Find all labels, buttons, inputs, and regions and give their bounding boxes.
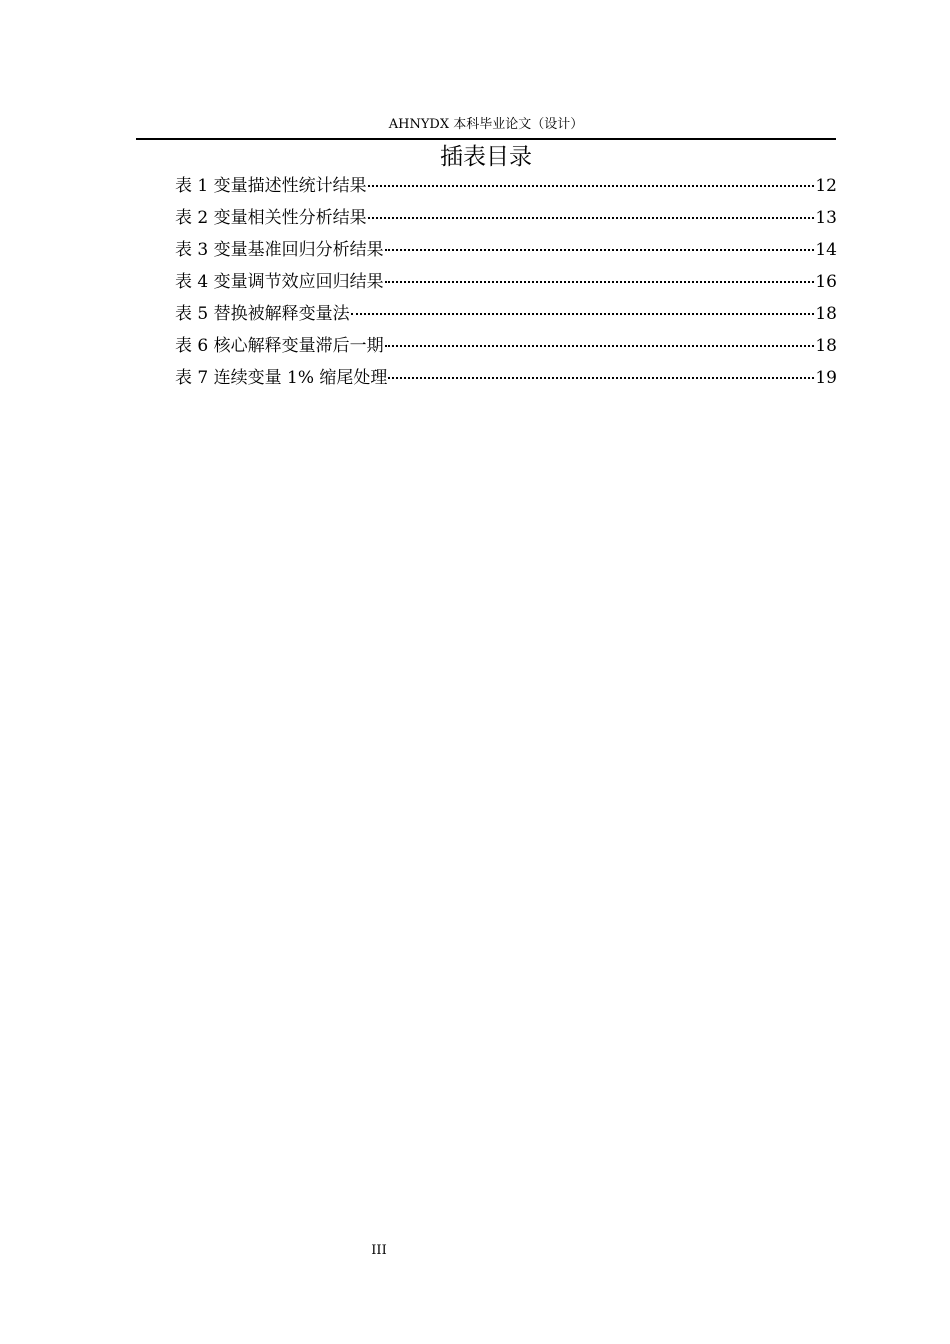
- toc-entry[interactable]: [175, 234, 837, 266]
- page-footer: [0, 1240, 758, 1262]
- toc-title: 插表目录: [440, 144, 532, 170]
- toc-entry-label: 表 7 连续变量 1% 缩尾处理: [175, 368, 388, 388]
- table-of-tables: [175, 170, 837, 394]
- toc-entry-page: 18: [815, 336, 837, 356]
- toc-entry[interactable]: [175, 298, 837, 330]
- toc-entry[interactable]: [175, 266, 837, 298]
- toc-dot-leader: [368, 216, 815, 219]
- toc-entry-label: 表 3 变量基准回归分析结果: [175, 240, 384, 260]
- toc-entry-label: 表 6 核心解释变量滞后一期: [175, 336, 384, 356]
- toc-entry[interactable]: [175, 202, 837, 234]
- toc-dot-leader: [385, 280, 815, 283]
- toc-entry[interactable]: [175, 362, 837, 394]
- toc-entry-page: 19: [815, 368, 837, 388]
- toc-dot-leader: [385, 248, 815, 251]
- toc-entry-page: 12: [815, 176, 837, 196]
- toc-dot-leader: [351, 312, 815, 315]
- toc-dot-leader: [388, 376, 814, 379]
- toc-entry[interactable]: [175, 330, 837, 362]
- toc-entry-label: 表 1 变量描述性统计结果: [175, 176, 367, 196]
- toc-dot-leader: [368, 184, 815, 187]
- toc-entry-page: 13: [815, 208, 837, 228]
- running-header: [136, 114, 836, 140]
- running-header-text: AHNYDX 本科毕业论文（设计）: [388, 117, 584, 132]
- toc-dot-leader: [385, 344, 815, 347]
- toc-entry-page: 16: [815, 272, 837, 292]
- toc-entry-label: 表 5 替换被解释变量法: [175, 304, 350, 324]
- toc-entry-label: 表 4 变量调节效应回归结果: [175, 272, 384, 292]
- toc-entry-page: 18: [815, 304, 837, 324]
- page-number: III: [371, 1243, 387, 1258]
- toc-entry-label: 表 2 变量相关性分析结果: [175, 208, 367, 228]
- toc-entry[interactable]: [175, 170, 837, 202]
- toc-entry-page: 14: [815, 240, 837, 260]
